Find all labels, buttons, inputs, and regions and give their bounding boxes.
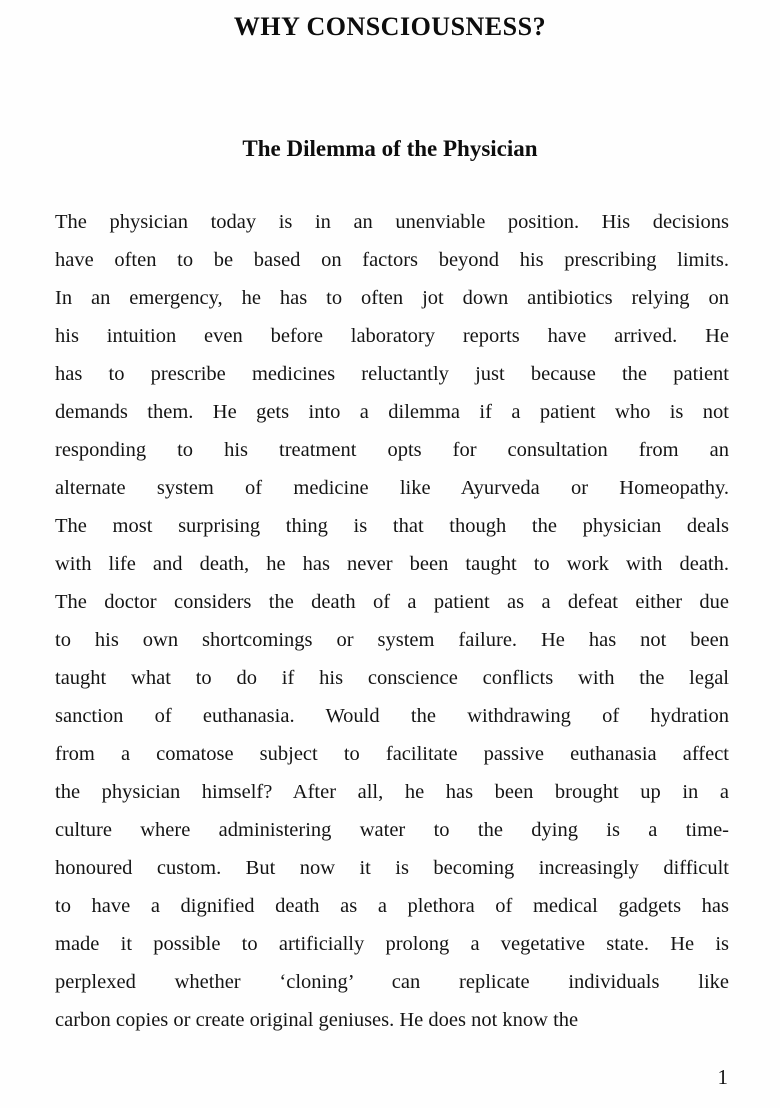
text-line: The doctor considers the death of a patient as a defeat either due — [55, 591, 729, 613]
text-line: have often to be based on factors beyond his prescribing limits. — [55, 249, 729, 271]
text-line: honoured custom. But now it is becoming increasingly difficult — [55, 857, 729, 879]
text-line: The most surprising thing is that though the physician deals — [55, 515, 729, 537]
page-number: 1 — [717, 1065, 728, 1089]
text-line: to have a dignified death as a plethora of medical gadgets has — [55, 895, 729, 917]
text-line: demands them. He gets into a dilemma if a patient who is not — [55, 401, 729, 423]
text-line: In an emergency, he has to often jot down antibiotics relying on — [55, 287, 729, 309]
text-line: made it possible to artificially prolong a vegetative state. He is — [55, 933, 729, 955]
text-line: his intuition even before laboratory reports have arrived. He — [55, 325, 729, 347]
text-line: The physician today is in an unenviable position. His decisions — [55, 211, 729, 233]
text-line: sanction of euthanasia. Would the withdrawing of hydration — [55, 705, 729, 727]
text-line: taught what to do if his conscience conflicts with the legal — [55, 667, 729, 689]
text-line: the physician himself? After all, he has been brought up in a — [55, 781, 729, 803]
text-line: carbon copies or create original geniuses. He does not know the — [55, 1009, 579, 1031]
body-paragraph — [55, 203, 729, 1039]
chapter-title: WHY CONSCIOUSNESS? — [233, 12, 547, 41]
text-line: from a comatose subject to facilitate passive euthanasia affect — [55, 743, 729, 765]
text-line: perplexed whether ‘cloning’ can replicate individuals like — [55, 971, 729, 993]
text-line: with life and death, he has never been taught to work with death. — [55, 553, 729, 575]
section-heading: The Dilemma of the Physician — [242, 136, 538, 161]
text-line: to his own shortcomings or system failure. He has not been — [55, 629, 729, 651]
text-line: alternate system of medicine like Ayurveda or Homeopathy. — [55, 477, 729, 499]
text-line: culture where administering water to the dying is a time- — [55, 819, 729, 841]
text-line: responding to his treatment opts for consultation from an — [55, 439, 729, 461]
text-line: has to prescribe medicines reluctantly just because the patient — [55, 363, 729, 385]
